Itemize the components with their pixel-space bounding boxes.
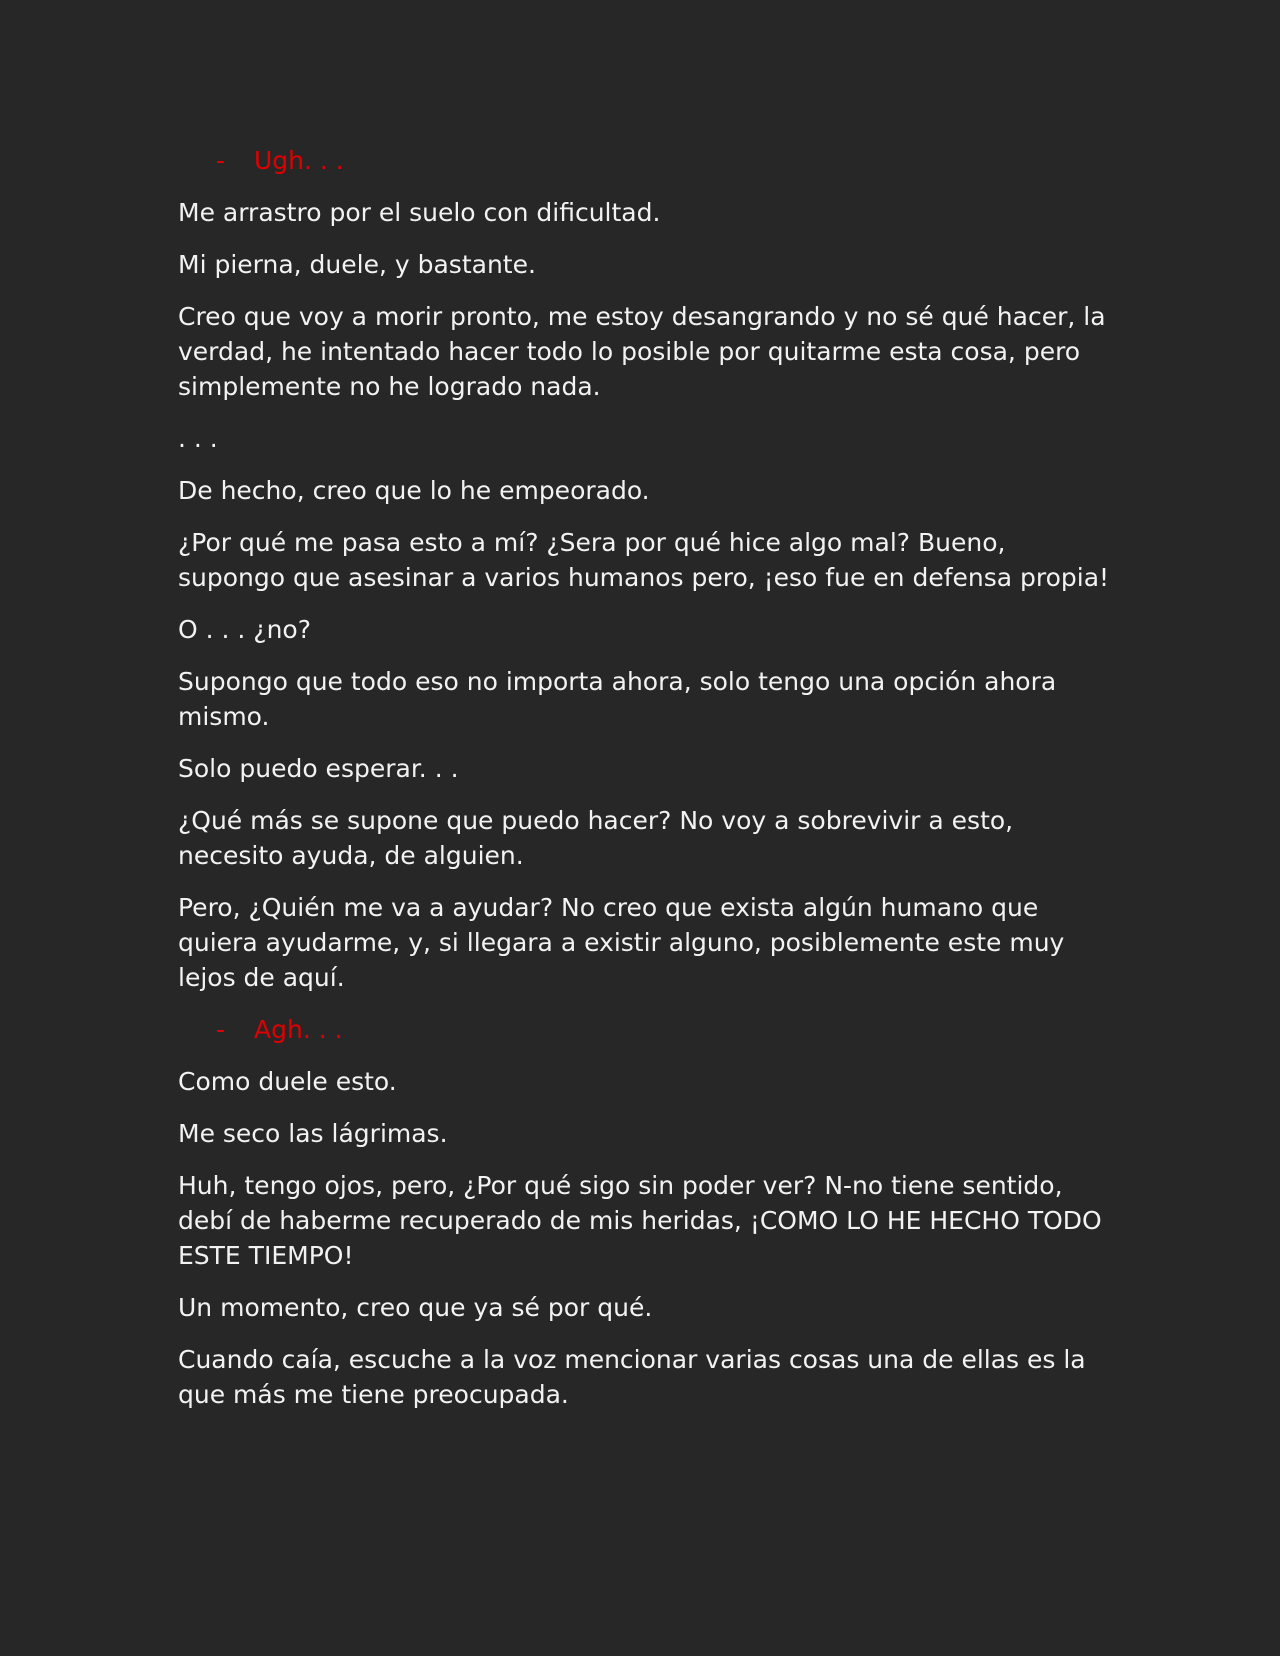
paragraph: . . .	[178, 424, 218, 453]
paragraph: De hecho, creo que lo he empeorado.	[178, 476, 650, 505]
paragraph: Un momento, creo que ya sé por qué.	[178, 1293, 653, 1322]
paragraph: Me arrastro por el suelo con dificultad.	[178, 198, 661, 227]
paragraph: Me seco las lágrimas.	[178, 1119, 448, 1148]
dialogue-line	[178, 1012, 1110, 1047]
dialogue-text: Agh. . .	[254, 1015, 343, 1044]
paragraph: Supongo que todo eso no importa ahora, solo tengo una opción ahora mismo.	[178, 667, 1065, 731]
paragraph: ¿Qué más se supone que puedo hacer? No voy a sobrevivir a esto, necesito ayuda, de alguien.	[178, 806, 1022, 870]
paragraph: Mi pierna, duele, y bastante.	[178, 250, 536, 279]
paragraph: ¿Por qué me pasa esto a mí? ¿Sera por qué hice algo mal? Bueno, supongo que asesinar a varios humanos pero, ¡eso fue en defensa propia!	[178, 528, 1110, 592]
dialogue-line	[178, 143, 1110, 178]
paragraph: Huh, tengo ojos, pero, ¿Por qué sigo sin poder ver? N-no tiene sentido, debí de haberme recuperado de mis heridas, ¡COMO LO HE HECHO TODO ESTE TIEMPO!	[178, 1171, 1110, 1270]
dialogue-text: Ugh. . .	[254, 146, 344, 175]
paragraph: Creo que voy a morir pronto, me estoy desangrando y no sé qué hacer, la verdad, he intentado hacer todo lo posible por quitarme esta cosa, pero simplemente no he logrado nada.	[178, 302, 1114, 401]
dialogue-dash: -	[216, 146, 226, 175]
paragraph: Como duele esto.	[178, 1067, 397, 1096]
dialogue-dash: -	[216, 1015, 226, 1044]
paragraph: Solo puedo esperar. . .	[178, 754, 459, 783]
paragraph: O . . . ¿no?	[178, 615, 311, 644]
paragraph: Pero, ¿Quién me va a ayudar? No creo que exista algún humano que quiera ayudarme, y, si llegara a existir alguno, posiblemente este muy lejos de aquí.	[178, 893, 1073, 992]
paragraph: Cuando caía, escuche a la voz mencionar varias cosas una de ellas es la que más me tiene preocupada.	[178, 1345, 1094, 1409]
